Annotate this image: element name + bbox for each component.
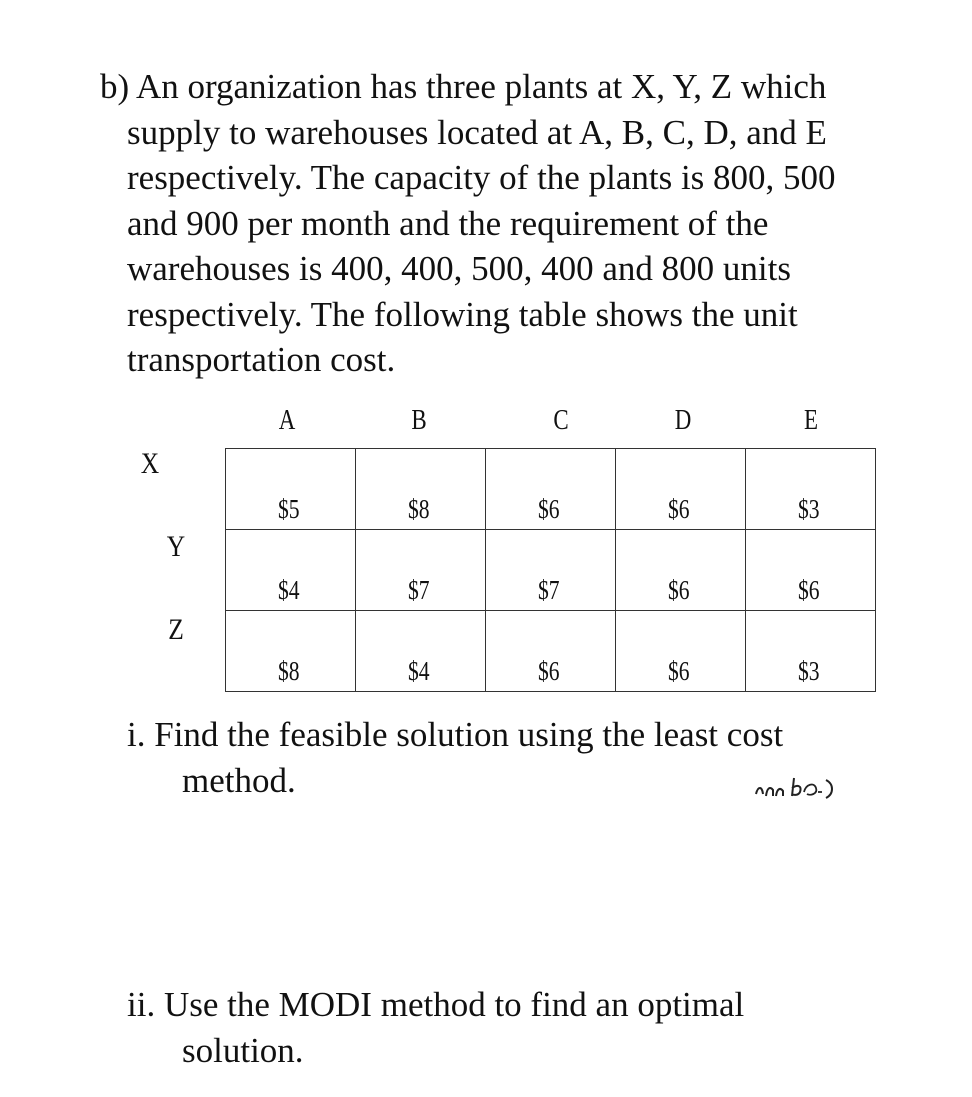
question-line: and 900 per month and the requirement of the <box>127 203 769 243</box>
table-cell <box>226 530 356 611</box>
question-line: b) An organization has three plants at X, Y, Z which <box>100 67 827 106</box>
cost-value: $8 <box>408 494 430 524</box>
table-cell <box>486 530 616 611</box>
column-header-c: C <box>553 405 569 436</box>
cost-value: $4 <box>278 575 300 605</box>
question-line: warehouses is 400, 400, 500, 400 and 800 units <box>127 249 791 288</box>
row-header-y: Y <box>166 530 186 563</box>
cost-table <box>225 448 876 692</box>
part-i-line: i. Find the feasible solution using the least cost <box>127 715 784 754</box>
table-row <box>226 449 876 530</box>
table-cell <box>746 449 876 530</box>
question-line: supply to warehouses located at A, B, C, D, and E <box>127 112 827 152</box>
cost-value: $7 <box>408 575 430 605</box>
part-ii <box>127 982 744 1073</box>
table-cell <box>356 449 486 530</box>
question-line: transportation cost. <box>127 340 396 379</box>
question-line: respectively. The capacity of the plants is 800, 500 <box>127 158 836 197</box>
table-cell <box>356 611 486 692</box>
cost-value: $8 <box>278 656 300 686</box>
table-cell <box>486 449 616 530</box>
handwritten-mark <box>752 772 842 802</box>
cost-value: $5 <box>278 494 300 524</box>
part-ii-line: solution. <box>182 1030 304 1070</box>
table-row <box>226 530 876 611</box>
cost-value: $6 <box>538 656 560 686</box>
cost-value: $3 <box>798 656 820 686</box>
question-line: respectively. The following table shows the unit <box>127 294 798 334</box>
part-i-line: method. <box>182 760 296 800</box>
part-ii-line: ii. Use the MODI method to find an optimal <box>127 985 745 1024</box>
table-cell <box>616 611 746 692</box>
table-cell <box>486 611 616 692</box>
row-header-x: X <box>140 447 160 480</box>
table-cell <box>616 449 746 530</box>
cost-value: $6 <box>668 575 690 605</box>
column-header-a: A <box>278 405 296 436</box>
table-cell <box>356 530 486 611</box>
cost-value: $6 <box>798 575 820 605</box>
column-header-d: D <box>674 405 692 436</box>
cost-value: $6 <box>668 494 690 524</box>
table-cell <box>746 530 876 611</box>
table-cell <box>226 449 356 530</box>
table-cell <box>746 611 876 692</box>
cost-value: $7 <box>538 575 560 605</box>
cost-value: $6 <box>668 656 690 686</box>
question-text <box>100 64 900 383</box>
row-header-z: Z <box>168 613 184 646</box>
column-header-e: E <box>803 405 819 436</box>
column-header-b: B <box>411 405 427 436</box>
cost-value: $3 <box>798 494 820 524</box>
table-cell <box>226 611 356 692</box>
cost-value: $4 <box>408 656 430 686</box>
table-row <box>226 611 876 692</box>
cost-value: $6 <box>538 494 560 524</box>
part-i <box>127 712 783 803</box>
table-cell <box>616 530 746 611</box>
